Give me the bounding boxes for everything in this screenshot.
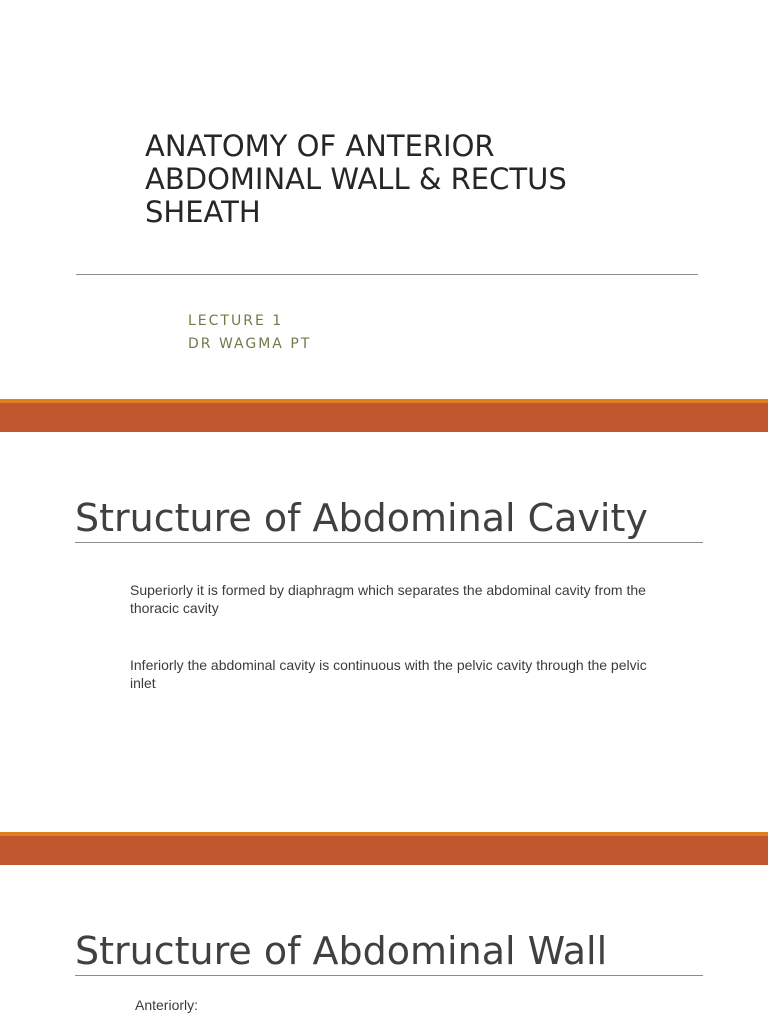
- title-divider-line: [76, 274, 698, 275]
- subtitle-author: DR WAGMA PT: [188, 336, 312, 352]
- body-paragraph-anteriorly: Anteriorly:: [135, 997, 199, 1013]
- heading-divider-line: [75, 975, 703, 976]
- slide-separator-band: [0, 832, 768, 865]
- body-paragraph-superior: Superiorly it is formed by diaphragm which separates the abdominal cavity from the thoracic cavity: [130, 582, 646, 616]
- body-paragraph-inferior: Inferiorly the abdominal cavity is continuous with the pelvic cavity through the pelvic inlet: [130, 657, 647, 691]
- slide-heading: Structure of Abdominal Wall: [75, 929, 608, 973]
- slide-abdominal-cavity: [0, 432, 768, 832]
- slide-abdominal-wall: [0, 865, 768, 1024]
- presentation-title: ANATOMY OF ANTERIOR ABDOMINAL WALL & RECTUS SHEATH: [145, 129, 567, 229]
- slide-separator-band: [0, 399, 768, 432]
- slide-heading: Structure of Abdominal Cavity: [75, 496, 648, 540]
- slide-title: [0, 0, 768, 399]
- heading-divider-line: [75, 542, 703, 543]
- subtitle-lecture: LECTURE 1: [188, 313, 284, 329]
